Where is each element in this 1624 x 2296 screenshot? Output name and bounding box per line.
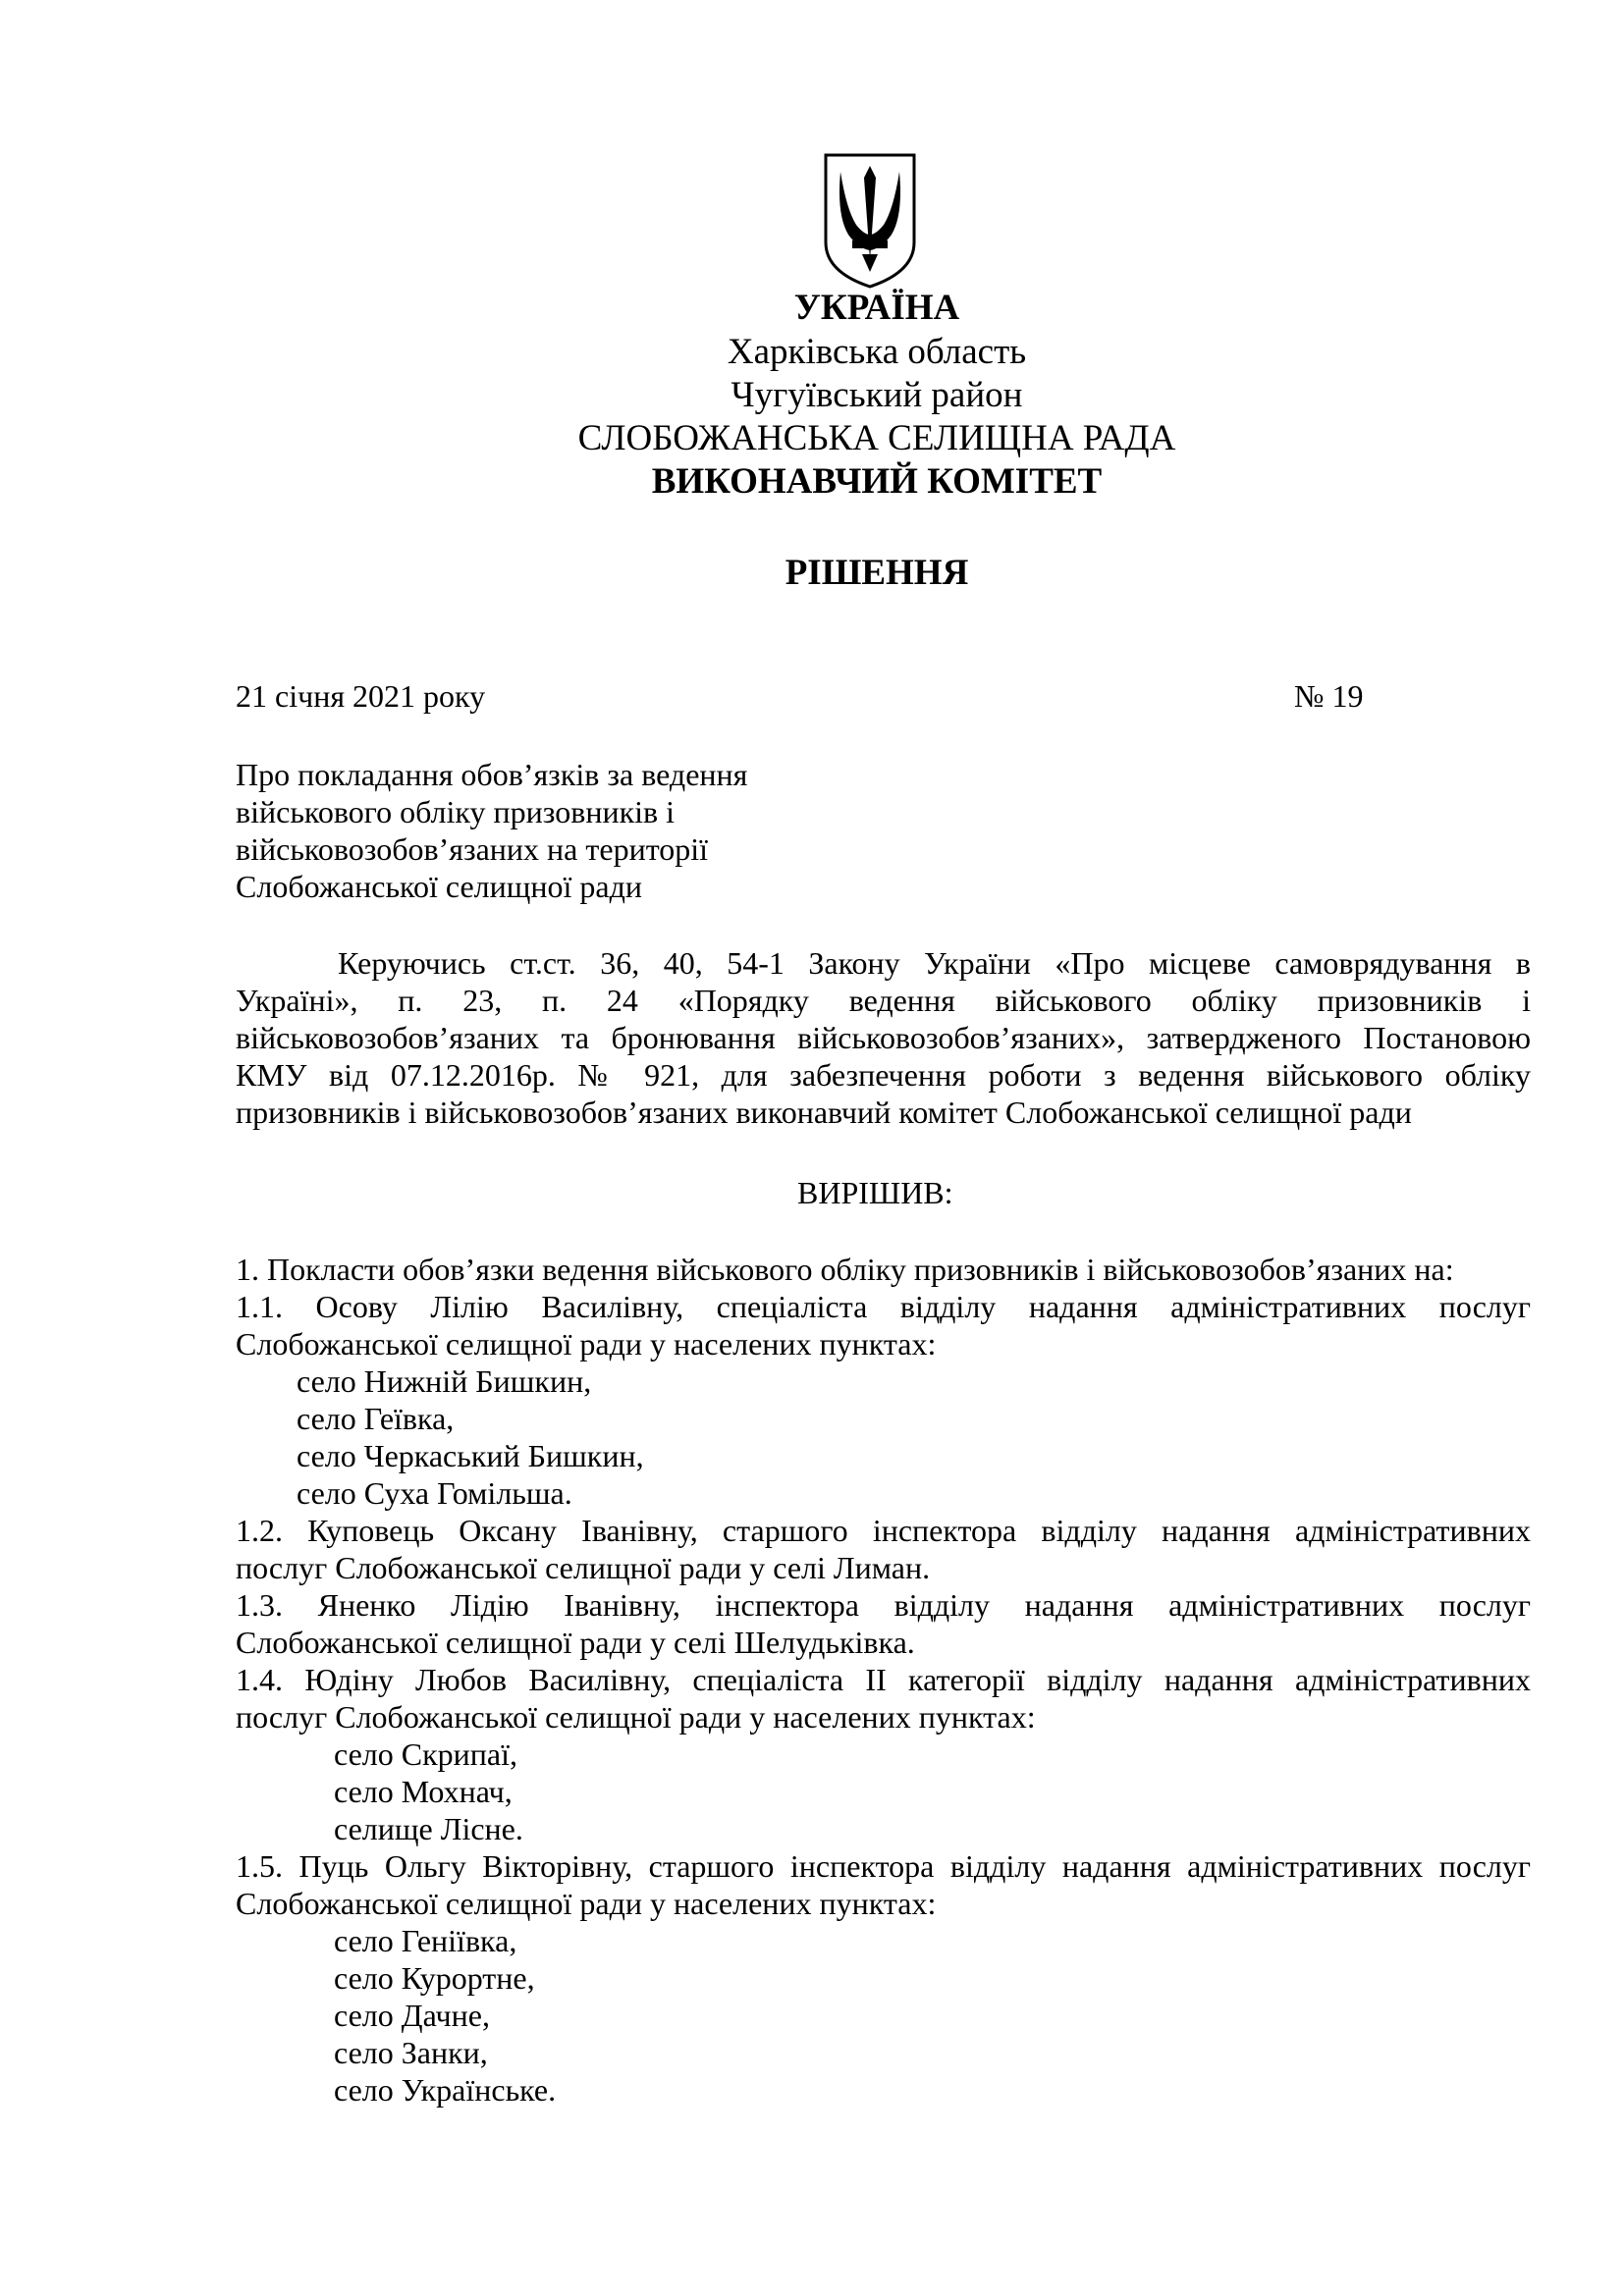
place-item: село Занки, <box>334 2035 488 2070</box>
subject-line: військового обліку призовників і <box>236 794 675 829</box>
item-1-1-line: Слобожанської селищної ради у населених пунктах: <box>236 1326 937 1362</box>
place-item: село Українське. <box>334 2072 557 2108</box>
preamble-line: Україні», п. 23, п. 24 «Порядку ведення військового обліку призовників і <box>236 983 1531 1018</box>
item-1-4-line: 1.4. Юдіну Любов Василівну, спеціаліста ІІ категорії відділу надання адміністративних <box>236 1662 1531 1697</box>
item-1-3-line: 1.3. Яненко Лідію Іванівну, інспектора відділу надання адміністративних послуг <box>236 1587 1531 1623</box>
item-1-5-line: Слобожанської селищної ради у населених пунктах: <box>236 1886 937 1921</box>
country-heading: УКРАЇНА <box>793 288 960 328</box>
place-item: село Геніївка, <box>334 1923 517 1958</box>
subject-line: Слобожанської селищної ради <box>236 869 642 904</box>
place-item: селище Лісне. <box>334 1811 523 1846</box>
place-item: село Нижній Бишкин, <box>297 1363 592 1399</box>
item-1-5-line: 1.5. Пуць Ольгу Вікторівну, старшого інспектора відділу надання адміністративних послуг <box>236 1848 1531 1884</box>
item-1-3-line: Слобожанської селищної ради у селі Шелудьківка. <box>236 1625 915 1660</box>
item-1-2-line: 1.2. Куповець Оксану Іванівну, старшого інспектора відділу надання адміністративних <box>236 1513 1531 1548</box>
council-line: СЛОБОЖАНСЬКА СЕЛИЩНА РАДА <box>577 418 1176 458</box>
oblast-line: Харківська область <box>727 332 1027 372</box>
place-item: село Суха Гомільша. <box>297 1475 572 1511</box>
place-item: село Мохнач, <box>334 1774 513 1809</box>
committee-heading: ВИКОНАВЧИЙ КОМІТЕТ <box>651 461 1103 502</box>
place-item: село Дачне, <box>334 1998 490 2033</box>
place-item: село Геївка, <box>297 1401 455 1436</box>
raion-line: Чугуївський район <box>731 375 1023 415</box>
resolved-heading: ВИРІШИВ: <box>797 1175 953 1210</box>
item-1-4-line: послуг Слобожанської селищної ради у населених пунктах: <box>236 1699 1036 1735</box>
document-type-heading: РІШЕННЯ <box>785 553 969 593</box>
decision-number: № 19 <box>1294 678 1364 714</box>
subject-line: Про покладання обов’язків за ведення <box>236 757 748 792</box>
place-item: село Скрипаї, <box>334 1736 517 1772</box>
preamble-line: Керуючись ст.ст. 36, 40, 54-1 Закону України «Про місцеве самоврядування в <box>338 945 1531 981</box>
subject-line: військовозобов’язаних на території <box>236 831 709 867</box>
item-1: 1. Покласти обов’язки ведення військового обліку призовників і військовозобов’язаних на: <box>236 1252 1454 1287</box>
preamble-line: КМУ від 07.12.2016р. № 921, для забезпечення роботи з ведення військового обліку <box>236 1057 1531 1093</box>
place-item: село Черкаський Бишкин, <box>297 1438 644 1473</box>
preamble-line: військовозобов’язаних та бронювання військовозобов’язаних», затвердженого Постановою <box>236 1020 1531 1055</box>
decision-date: 21 січня 2021 року <box>236 678 486 714</box>
trident-coat-of-arms-icon <box>823 152 917 290</box>
place-item: село Курортне, <box>334 1960 535 1996</box>
item-1-2-line: послуг Слобожанської селищної ради у селі Лиман. <box>236 1550 931 1585</box>
preamble-line: призовників і військовозобов’язаних виконавчий комітет Слобожанської селищної ради <box>236 1095 1412 1130</box>
item-1-1-line: 1.1. Осову Лілію Василівну, спеціаліста відділу надання адміністративних послуг <box>236 1289 1531 1324</box>
